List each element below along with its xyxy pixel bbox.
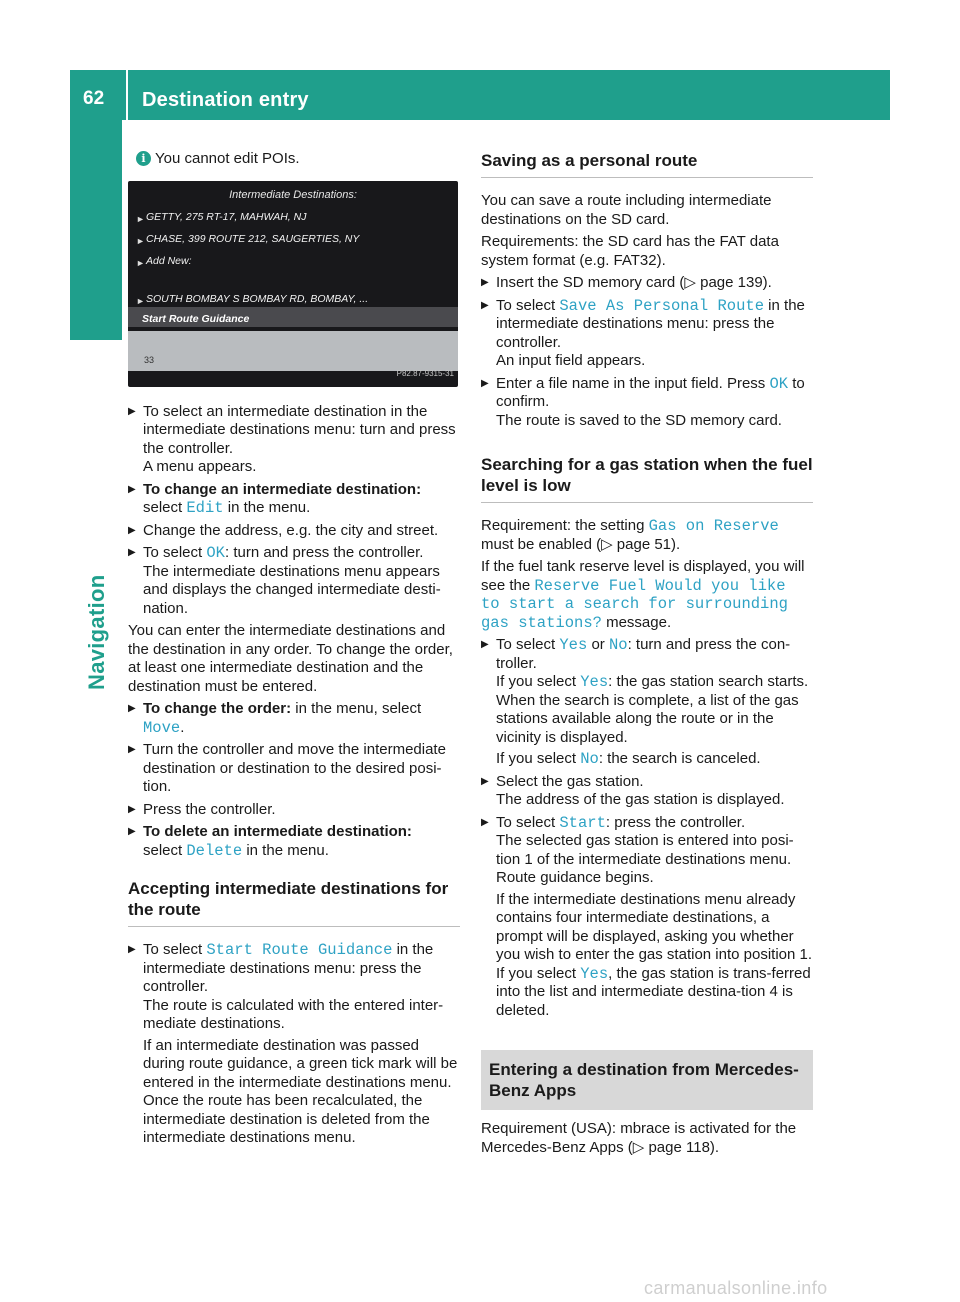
page-ref-arrow-icon: ▷ [632,1138,645,1156]
page-title: Destination entry [142,89,309,111]
step-item: ▶ To delete an intermediate destination: select Delete in the menu. [128,823,460,860]
paragraph: You can save a route including intermediate destinations on the SD card. [481,192,772,228]
screen-row-selected: Start Route Guidance [142,312,250,325]
paragraph: Requirement (USA): mbrace is activated for the Mercedes-Benz Apps (▷ page 118). [481,1120,797,1156]
page-number: 62 [83,88,105,109]
step-item: ▶ Enter a file name in the input field. Press OK to confirm. The route is saved to the SD memory card. [481,375,813,431]
section-box-mercedes-apps [481,1050,813,1110]
section-heading-gas-station: Searching for a gas station when the fuel level is low [481,454,813,503]
watermark-text: carmanualsonline.info [644,1278,828,1298]
step-item: ▶ To select Start: press the controller. The selected gas station is entered into posi-tion 1 of the intermediate destinations menu. Route guidance begins. If the intermediate destinations menu already contains four intermediate destinations, a prompt will be displayed, asking you whether you wish to enter the gas station into position 1. If you select Yes, the gas station is trans-ferred into the list and intermediate destina-tion 4 is deleted. [481,814,813,1021]
route-arrow-icon: ► [136,235,145,246]
step-item: ▶ To change the order: in the menu, select Move. [128,700,460,737]
side-tab-block [70,120,122,340]
right-column [481,150,813,1161]
step-item: ▶ To select Save As Personal Route in the intermediate destinations menu: press the controller. An input field appears. [481,297,813,371]
route-arrow-icon: ► [136,257,145,268]
header-divider [126,70,128,120]
screen-row: Add New: [146,254,192,267]
step-item: ▶ Insert the SD memory card (▷ page 139). [481,274,813,293]
paragraph: Requirements: the SD card has the FAT data system format (e.g. FAT32). [481,233,779,269]
section-heading-mercedes-apps: Entering a destination from Mercedes-Benz Apps [489,1060,799,1100]
screen-row: GETTY, 275 RT-17, MAHWAH, NJ [146,210,307,223]
screen-row: CHASE, 399 ROUTE 212, SAUGERTIES, NY [146,232,360,245]
info-note: i You cannot edit POIs. [128,150,460,169]
step-item: ▶ Change the address, e.g. the city and street. [128,522,460,541]
head-unit-screenshot [128,181,458,387]
step-item: ▶ To change an intermediate destination: select Edit in the menu. [128,481,460,518]
step-item: ▶ To select Yes or No: turn and press the con-troller. If you select Yes: the gas station search starts. When the search is complete, a list of the gas stations available along the route or in the vicinity is displayed. If you select No: the search is canceled. [481,636,813,769]
page-ref-arrow-icon: ▷ [601,535,613,553]
step-item: ▶ To select OK: turn and press the controller. The intermediate destinations menu appears and displays the changed intermediate desti-nation. [128,544,460,618]
page-ref-arrow-icon: ▷ [684,274,696,291]
screen-status-value: 33 [144,354,155,365]
screen-row: SOUTH BOMBAY S BOMBAY RD, BOMBAY, ... [146,292,369,305]
screen-title: Intermediate Destinations: [229,188,357,201]
figure-reference: P82.87-9315-31 [396,369,454,378]
section-heading-accepting: Accepting intermediate destinations for the route [128,878,460,927]
step-item: ▶ Press the controller. [128,801,460,820]
info-icon: i [136,151,151,166]
route-arrow-icon: ► [136,213,145,224]
step-item: ▶ To select Start Route Guidance in the intermediate destinations menu: press the controller. The route is calculated with the entered inter-mediate destinations. If an intermediate destination was passed during route guidance, a green tick mark will be entered in the intermediate destinations menu. Once the route has been recalculated, the intermediate destination is deleted from the intermediate destinations menu. [128,941,460,1148]
step-item: ▶ Turn the controller and move the intermediate destination or destination to the desired posi-tion. [128,741,460,797]
route-arrow-icon: ► [136,295,145,306]
paragraph: Requirement: the setting Gas on Reserve must be enabled (▷ page 51). [481,517,779,553]
left-column [128,150,460,1152]
step-item: ▶ To select an intermediate destination in the intermediate destinations menu: turn and press the controller. A menu appears. [128,403,460,477]
paragraph: You can enter the intermediate destinations and the destination in any order. To change the order, at least one intermediate destination and the destination must be entered. [128,622,453,695]
step-item: ▶ Select the gas station. The address of the gas station is displayed. [481,773,813,810]
paragraph: If the fuel tank reserve level is displayed, you will see the Reserve Fuel Would you like to start a search for surrounding gas stations? message. [481,558,805,632]
section-heading-saving: Saving as a personal route [481,150,813,178]
